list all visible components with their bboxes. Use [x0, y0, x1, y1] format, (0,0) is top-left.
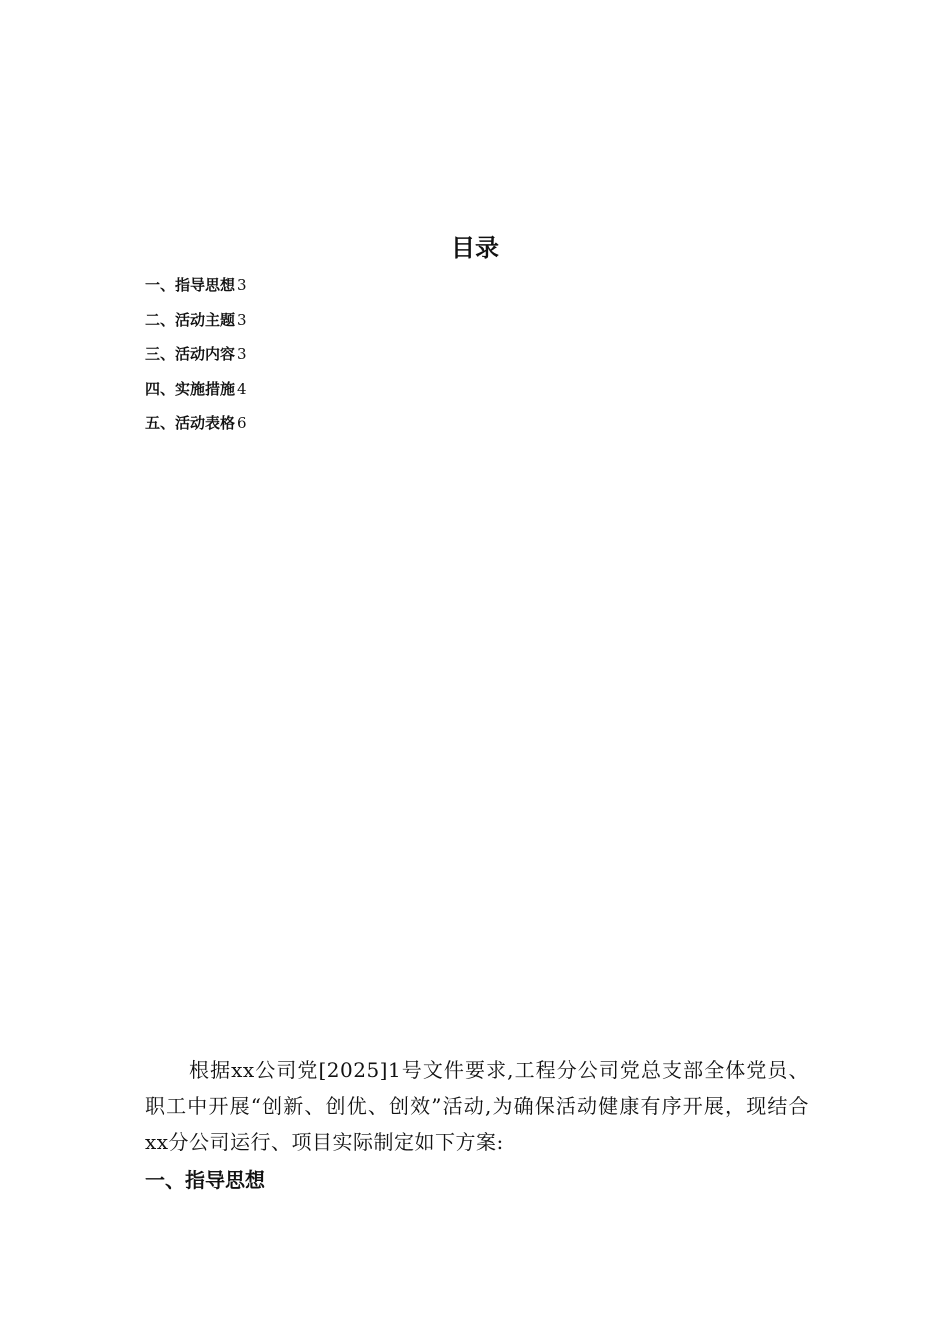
- toc-item-page: 3: [237, 345, 247, 363]
- intro-paragraph: 根据xx公司党[2025]1号文件要求,工程分公司党总支部全体党员、职工中开展“创新、创优、创效”活动,为确保活动健康有序开展，现结合xx分公司运行、项目实际制定如下方案:: [145, 1058, 809, 1154]
- toc-title: 目录: [451, 234, 499, 262]
- toc-item-activity-tables[interactable]: [145, 410, 247, 445]
- toc-item-page: 3: [237, 310, 247, 329]
- toc-item-label: 三、活动内容: [145, 345, 236, 363]
- toc-item-page: 6: [237, 414, 247, 432]
- section-heading-guiding-ideology: 一、指导思想: [145, 1168, 265, 1192]
- toc-item-label: 二、活动主题: [145, 310, 236, 329]
- toc-item-activity-content[interactable]: [145, 341, 247, 376]
- toc-item-page: 4: [237, 379, 247, 398]
- toc-item-guiding-ideology[interactable]: [145, 272, 247, 307]
- toc-item-label: 五、活动表格: [145, 414, 236, 432]
- toc-item-activity-theme[interactable]: [145, 307, 247, 342]
- toc-item-label: 四、实施措施: [145, 379, 236, 398]
- toc-item-implementation-measures[interactable]: [145, 376, 247, 411]
- table-of-contents: [145, 272, 247, 445]
- toc-item-page: 3: [237, 276, 247, 294]
- toc-item-label: 一、指导思想: [145, 276, 236, 294]
